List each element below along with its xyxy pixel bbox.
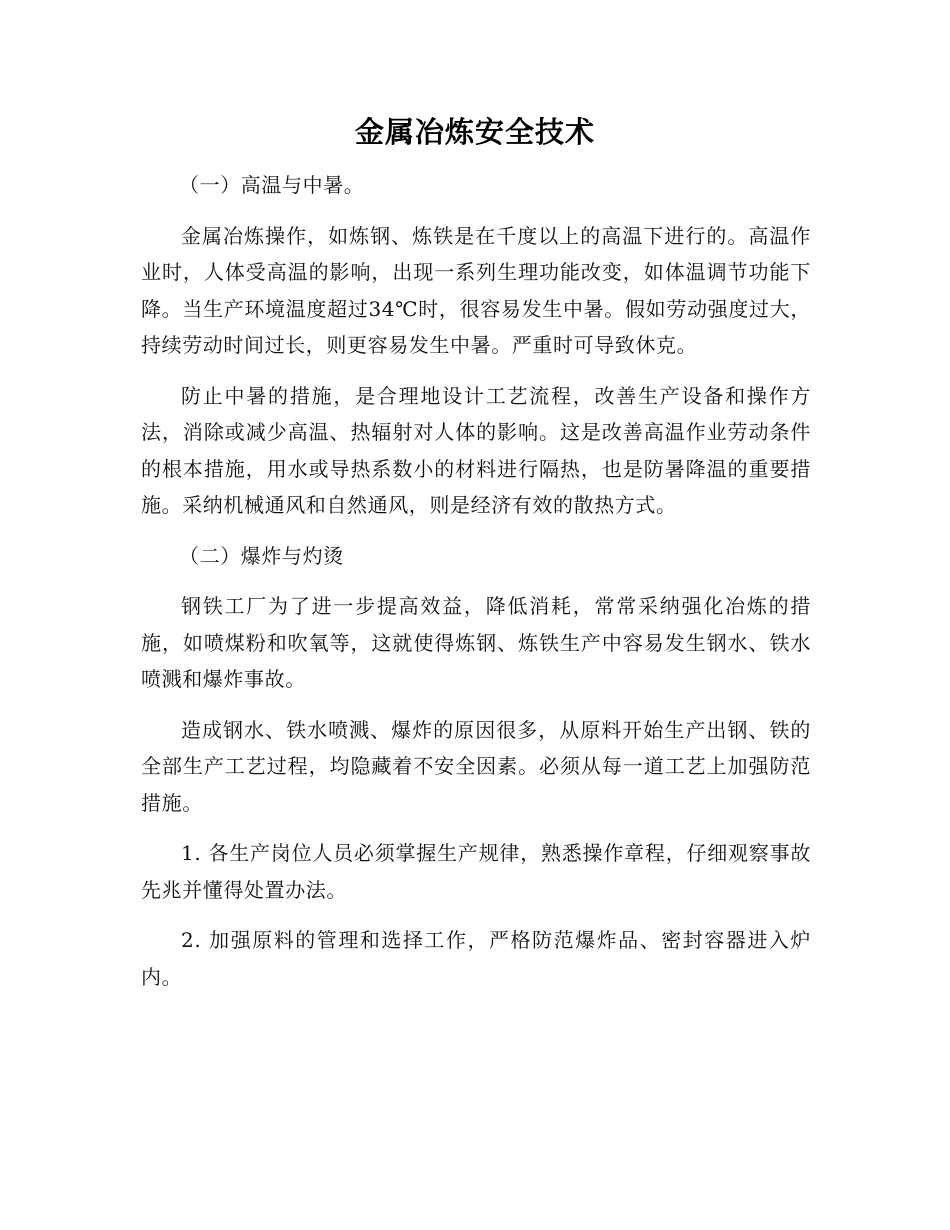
paragraph-explosion-causes: 钢铁工厂为了进一步提高效益，降低消耗，常常采纳强化冶炼的措施，如喷煤粉和吹氧等，这就使得炼钢、炼铁生产中容易发生钢水、铁水喷溅和爆炸事故。 xyxy=(141,594,811,691)
section-heading-heat: （一）高温与中暑。 xyxy=(179,173,365,197)
list-item-1: 1. 各生产岗位人员必须掌握生产规律，熟悉操作章程，仔细观察事故先兆并懂得处置办法。 xyxy=(141,841,811,902)
section-heading-explosion: （二）爆炸与灼烫 xyxy=(179,543,344,568)
list-item-2: 2. 加强原料的管理和选择工作，严格防范爆炸品、密封容器进入炉内。 xyxy=(141,928,811,989)
document-title: 金属冶炼安全技术 xyxy=(354,115,595,149)
document-body xyxy=(141,167,811,995)
paragraph-heat-prevention: 防止中暑的措施，是合理地设计工艺流程，改善生产设备和操作方法，消除或减少高温、热辐射对人体的影响。这是改善高温作业劳动条件的根本措施，用水或导热系数小的材料进行隔热，也是防暑降温的重要措施。采纳机械通风和自然通风，则是经济有效的散热方式。 xyxy=(141,383,811,517)
paragraph-explosion-prevention: 造成钢水、铁水喷溅、爆炸的原因很多，从原料开始生产出钢、铁的全部生产工艺过程，均隐藏着不安全因素。必须从每一道工艺上加强防范措施。 xyxy=(141,717,811,815)
paragraph-heat-effects: 金属冶炼操作，如炼钢、炼铁是在千度以上的高温下进行的。高温作业时，人体受高温的影响，出现一系列生理功能改变，如体温调节功能下降。当生产环境温度超过34℃时，很容易发生中暑。假如劳动强度过大，持续劳动时间过长，则更容易发生中暑。严重时可导致休克。 xyxy=(141,223,811,357)
